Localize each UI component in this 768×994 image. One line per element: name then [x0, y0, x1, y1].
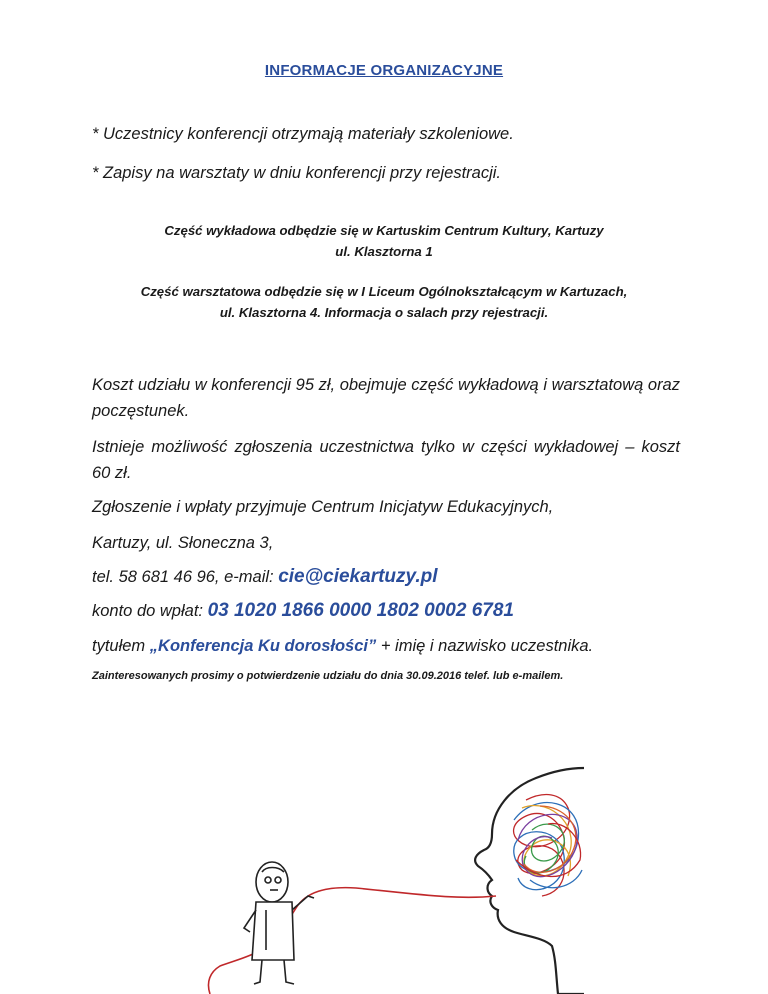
account-line: [92, 598, 680, 624]
transfer-title-value: „Konferencja Ku dorosłości”: [149, 637, 377, 655]
lecture-venue-line1: Część wykładowa odbędzie się w Kartuskim Centrum Kultury, Kartuzy: [164, 223, 604, 238]
bullet-materials: * Uczestnicy konferencji otrzymają materiały szkoleniowe.: [92, 125, 514, 143]
account-number: 03 1020 1866 0000 1802 0002 6781: [207, 600, 514, 621]
contact-line: [92, 564, 680, 590]
lecture-only-paragraph: Istnieje możliwość zgłoszenia uczestnictwa tylko w części wykładowej – koszt 60 zł.: [92, 438, 680, 482]
email-link[interactable]: cie@ciekartuzy.pl: [278, 566, 438, 587]
small-figure: [244, 862, 314, 984]
cost-paragraph: Koszt udziału w konferencji 95 zł, obejmuje część wykładową i warsztatową oraz poczęstunek.: [92, 376, 680, 420]
thread-wire: [208, 888, 496, 994]
page-title: INFORMACJE ORGANIZACYJNE: [264, 62, 504, 79]
transfer-title-suffix: + imię i nazwisko uczestnika.: [376, 637, 594, 655]
workshop-venue-line2: ul. Klasztorna 4. Informacja o salach przy rejestracji.: [219, 305, 549, 320]
illustration-head-tangled-thoughts: [196, 760, 584, 994]
transfer-title-line: [92, 633, 680, 659]
head-outline: [475, 768, 584, 994]
tangled-thoughts: [514, 795, 582, 896]
transfer-title-label: tytułem: [92, 637, 150, 655]
lecture-venue-line2: ul. Klasztorna 1: [335, 244, 433, 259]
bullet-workshops: * Zapisy na warsztaty w dniu konferencji przy rejestracji.: [92, 164, 501, 182]
confirmation-note: Zainteresowanych prosimy o potwierdzenie udziału do dnia 30.09.2016 telef. lub e-mailem.: [92, 670, 564, 682]
address-line: Kartuzy, ul. Słoneczna 3,: [92, 534, 274, 552]
workshop-venue: [60, 281, 708, 323]
workshop-venue-line1: Część warsztatowa odbędzie się w I Liceum Ogólnokształcącym w Kartuzach,: [140, 284, 628, 299]
lecture-venue: [60, 220, 708, 262]
organizer-line: Zgłoszenie i wpłaty przyjmuje Centrum Inicjatyw Edukacyjnych,: [92, 498, 554, 516]
tel-text: tel. 58 681 46 96, e-mail:: [92, 568, 279, 586]
account-label: konto do wpłat:: [92, 602, 208, 620]
